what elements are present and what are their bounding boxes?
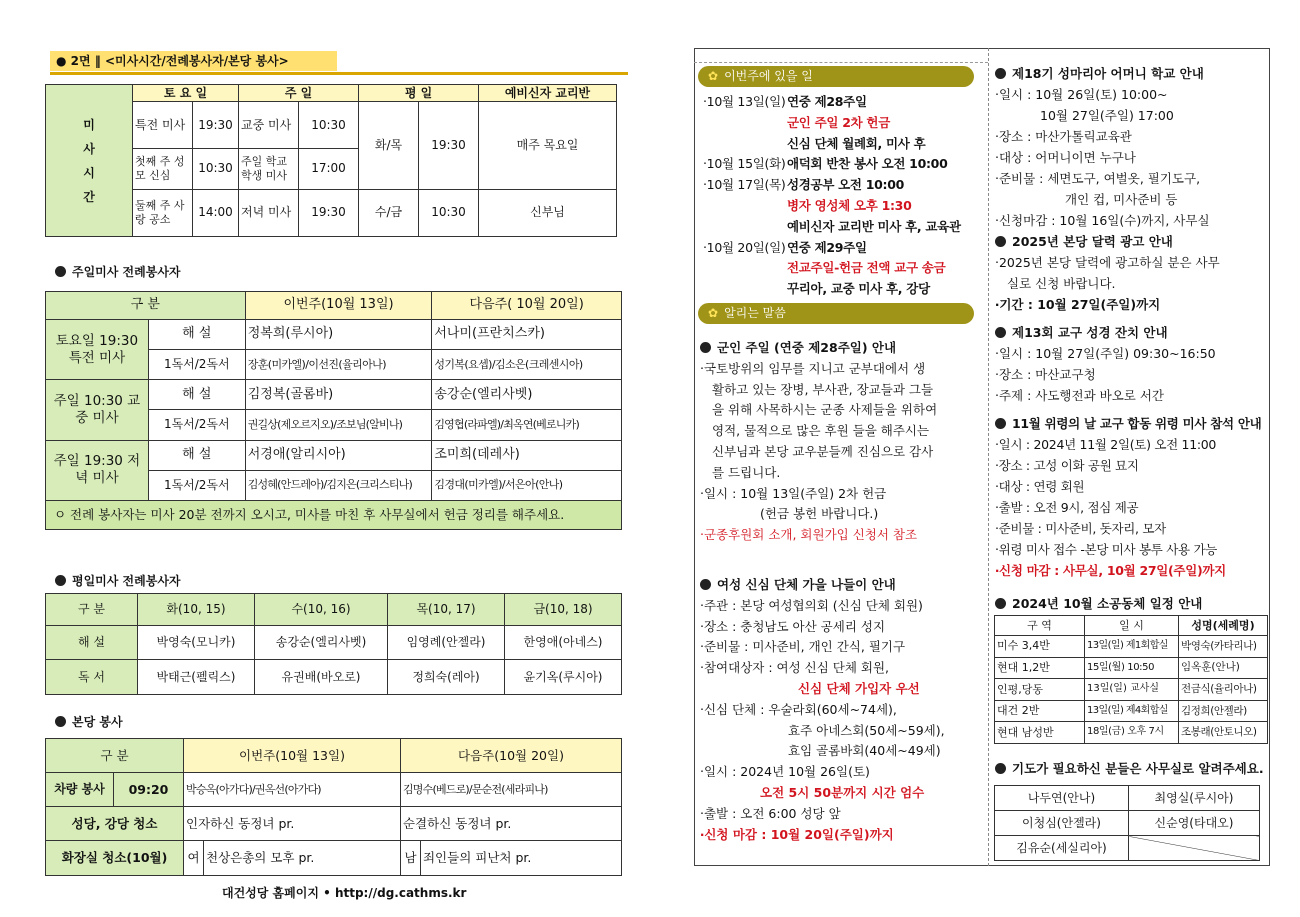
minister: 서나미(프란치스카) [432,320,622,350]
sun-time-3: 19:30 [299,189,359,236]
role: 해 설 [148,380,245,410]
role: 해 설 [148,440,245,470]
sun-mass-2: 주일 학교 학생 미사 [239,148,299,189]
sat-time-2: 10:30 [193,148,239,189]
notice-calendar: 2025년 본당 달력 광고 안내 ‧2025년 본당 달력에 광고하실 분은 사무 실로 신청 바랍니다. ‧기간 : 10월 27일(주일)까지 [995,234,1220,312]
role: 1독서/2독서 [148,410,245,440]
weekday-ministers-heading: 평일미사 전례봉사자 [55,572,181,589]
role: 독 서 [46,660,138,695]
minister: 유권배(바오로) [254,660,387,695]
service-head: 다음주(10월 20일) [400,739,621,773]
this-week-pill: ✿ 이번주에 있을 일 [698,66,974,87]
service-clean-next: 순결하신 동정녀 pr. [400,807,621,841]
weekday-head: 수(10, 16) [254,594,387,626]
star-icon: ✿ [708,69,719,83]
minister: 박영숙(모니카) [138,626,255,660]
column-divider [988,48,989,866]
service-rest-female: 여 [184,841,204,876]
notice-women: 여성 신심 단체 가을 나들이 안내 ‧주관 : 본당 여성협의회 (신심 단체 회원) ‧장소 : 충청남도 아산 공세리 성지 ‧준비물 : 미사준비, 개인 간식, 필기구 ‧참여대상자 : 여성 신심 단체 회원, 신심 단체 가입자 우선 ‧신심 단체 : 우술라회(60세~74세), 효주 아네스회(50세~59세), 효임 골롬바회(40세~49세) ‧일시 : 2024년 10월 26일(토) 오전 5시 50분까지 시간 엄수 ‧출발 : 오전 6:00 성당 앞 ‧신청 마감 : 10월 20일(주일)까지 [700,577,945,842]
weekday-head: 목(10, 17) [388,594,505,626]
role: 1독서/2독서 [148,350,245,380]
badge-underline [50,72,628,75]
service-car-this: 박승옥(아가다)/권옥선(아가다) [184,773,401,807]
minister: 서경애(알리시아) [245,440,432,470]
empty-cell [1129,836,1260,861]
bullet-icon [995,418,1006,429]
sunday-group-2: 주일 10:30 교중 미사 [46,380,149,440]
sun-time-1: 10:30 [299,102,359,148]
sun-mass-3: 저녁 미사 [239,189,299,236]
service-rest-label: 화장실 청소(10월) [46,841,184,876]
this-week-item: 병자 영성체 오후 1:30 [787,197,912,213]
this-week-item: 군인 주일 2차 헌금 [787,114,890,130]
minister: 김정복(골롬바) [245,380,432,410]
bullet-icon [995,327,1006,338]
role: 1독서/2독서 [148,470,245,500]
week-time-2: 10:30 [419,189,479,236]
sat-time-3: 14:00 [193,189,239,236]
sunday-ministers-table [45,291,622,530]
this-week-item: 꾸리아, 교중 미사 후, 강당 [787,281,930,297]
sat-mass-3: 둘째 주 사랑 공소 [133,189,193,236]
sun-time-2: 17:00 [299,148,359,189]
catechumen-2: 신부님 [479,189,617,236]
sunday-head-category: 구 분 [46,292,246,320]
this-week-item: 전교주일-헌금 전액 교구 송금 [787,260,946,276]
notice-armed: 군인 주일 (연중 제28주일) 안내 ‧국토방위의 임무를 지니고 군부대에서 생 활하고 있는 장병, 부사관, 장교들과 그들 을 위해 사목하시는 군종 사제들을 위하여 영적, 물적으로 많은 후원 들을 해주시는 신부님과 본당 교우분들께 진심으로 감사 를 드립니다. ‧일시 : 10월 13일(주일) 2차 헌금 (헌금 봉헌 바랍니다.) ‧군종후원회 소개, 회원가입 신청서 참조 [700,340,938,543]
this-week-item: ‧10월 15일(화) 애덕회 반찬 봉사 오전 10:00 [703,156,948,172]
notice-memorial: 11월 위령의 날 교구 합동 위령 미사 참석 안내 ‧일시 : 2024년 11월 2일(토) 오전 11:00 ‧장소 : 고성 이화 공원 묘지 ‧대상 : 연령 회원 ‧출발 : 오전 9시, 점심 제공 ‧준비물 : 미사준비, 돗자리, 모자 ‧위령 미사 접수 -본당 미사 봉투 사용 가능 ‧신청 마감 : 사무실, 10월 27일(주일)까지 [995,416,1262,578]
weekday-head: 구 분 [46,594,138,626]
minister: 성기복(요셉)/김소은(크레센시아) [432,350,622,380]
sunday-ministers-heading: 주일미사 전례봉사자 [55,263,181,280]
prayer-table [994,785,1260,861]
minister: 윤기옥(루시아) [505,660,622,695]
service-car-time: 09:20 [114,773,184,807]
mass-time-table [45,84,617,237]
minister: 김영협(라파엘)/최옥연(베로니카) [432,410,622,440]
minister: 임영례(안젤라) [388,626,505,660]
bullet-icon [995,236,1006,247]
service-rest-male: 남 [400,841,420,876]
sat-time-1: 19:30 [193,102,239,148]
role: 해 설 [148,320,245,350]
sunday-note: ㅇ 전례 봉사자는 미사 20분 전까지 오시고, 미사를 마친 후 사무실에서 헌금 정리를 해주세요. [46,500,622,529]
minister: 김경대(미카엘)/서은아(안나) [432,470,622,500]
prayer-name: 신순영(타대오) [1129,811,1260,836]
service-clean-label: 성당, 강당 청소 [46,807,184,841]
sunday-group-1: 토요일 19:30 특전 미사 [46,320,149,380]
service-car-label: 차량 봉사 [46,773,114,807]
sat-mass-1: 특전 미사 [133,102,193,148]
minister: 장훈(미카엘)/이선진(율리아나) [245,350,432,380]
star-icon: ✿ [708,306,719,320]
col-weekday: 평 일 [359,85,479,102]
prayer-name: 김유순(세실리아) [995,836,1129,861]
section-badge: ● 2면 ‖ <미사시간/전례봉사자/본당 봉사> [50,51,337,71]
sunday-head-this: 이번주(10월 13일) [245,292,432,320]
this-week-item: ‧10월 13일(일) 연중 제28주일 [703,94,867,109]
service-head: 구 분 [46,739,184,773]
this-week-item: 신심 단체 월례회, 미사 후 [787,135,926,151]
notice-school: 제18기 성마리아 어머니 학교 안내 ‧일시 : 10월 26일(토) 10:00~ 10월 27일(주일) 17:00 ‧장소 : 마산가톨릭교육관 ‧대상 : 어머니이면 누구나 ‧준비물 : 세면도구, 여벌옷, 필기도구, 개인 컵, 미사준비 등 ‧신청마감 : 10월 16일(수)까지, 사무실 [995,66,1210,228]
homepage-link[interactable]: 대건성당 홈페이지 • http://dg.cathms.kr [222,886,467,900]
service-car-next: 김명수(베드로)/문순전(세라피나) [400,773,621,807]
minister: 송강순(엘리사벳) [432,380,622,410]
prayer-heading: 기도가 필요하신 분들은 사무실로 알려주세요. [995,759,1264,777]
col-catechumen: 예비신자 교리반 [479,85,617,102]
mass-side-label: 미 사 시 간 [83,117,95,204]
minister: 송강순(엘리사벳) [254,626,387,660]
week-days-1: 화/목 [359,102,419,189]
week-days-2: 수/금 [359,189,419,236]
sunday-group-3: 주일 19:30 저녁 미사 [46,440,149,500]
bullet-icon [995,763,1006,774]
minister: 조미희(데레사) [432,440,622,470]
this-week-item: 예비신자 교리반 미사 후, 교육관 [787,218,961,234]
col-sunday: 주 일 [239,85,359,102]
prayer-name: 이청심(안젤라) [995,811,1129,836]
minister: 한영애(아네스) [505,626,622,660]
prayer-name: 최영실(루시아) [1129,786,1260,811]
service-table [45,738,622,876]
bullet-icon [55,575,66,586]
minister: 김성혜(안드레아)/김지은(크리스티나) [245,470,432,500]
minister: 박태근(펠릭스) [138,660,255,695]
bullet-icon [55,716,66,727]
weekday-ministers-table [45,593,622,695]
service-head: 이번주(10월 13일) [184,739,401,773]
sunday-head-next: 다음주( 10월 20일) [432,292,622,320]
minister: 권길상(제오르지오)/조보님(알비나) [245,410,432,440]
top-rule [694,62,988,63]
minister: 정희숙(레아) [388,660,505,695]
col-saturday: 토 요 일 [133,85,239,102]
service-heading: 본당 봉사 [55,713,123,730]
bullet-icon [995,598,1006,609]
notice-pill: ✿ 알리는 말씀 [698,303,974,324]
notice-bible: 제13회 교구 성경 잔치 안내 ‧일시 : 10월 27일(주일) 09:30~16:50 ‧장소 : 마산교구청 ‧주제 : 사도행전과 바오로 서간 [995,325,1216,403]
service-rest-male-group: 죄인들의 피난처 pr. [420,841,621,876]
catechumen-1: 매주 목요일 [479,102,617,189]
sun-mass-1: 교중 미사 [239,102,299,148]
minister: 정복희(루시아) [245,320,432,350]
service-rest-female-group: 천상은총의 모후 pr. [204,841,401,876]
weekday-head: 금(10, 18) [505,594,622,626]
week-time-1: 19:30 [419,102,479,189]
community-heading: 2024년 10월 소공동체 일정 안내 [995,594,1202,612]
prayer-name: 나두연(안나) [995,786,1129,811]
bullet-icon [700,342,711,353]
bullet-icon [700,579,711,590]
role: 해 설 [46,626,138,660]
this-week-list [703,92,961,300]
community-table: 구 역 일 시 성명(세례명) 미수 3,4반 13일(일) 제1회합실 박영숙(카타리나) 현대 1,2반 15일(월) 10:50 임옥훈(안나) 인평,당동 13일(일) 교사실 전금식(율리아나) 대건 2반 13일(일) 제4회합실 김정희(안젤라) 현대 남성반 18일(금) 오후 7시 조봉래(안토니오) [994,615,1268,744]
bullet-icon [55,266,66,277]
weekday-head: 화(10, 15) [138,594,255,626]
this-week-item: ‧10월 20일(일) 연중 제29주일 [703,239,867,255]
sat-mass-2: 첫째 주 성모 신심 [133,148,193,189]
bullet-icon [995,68,1006,79]
service-clean-this: 인자하신 동정녀 pr. [184,807,401,841]
this-week-item: ‧10월 17일(목) 성경공부 오전 10:00 [703,177,905,193]
